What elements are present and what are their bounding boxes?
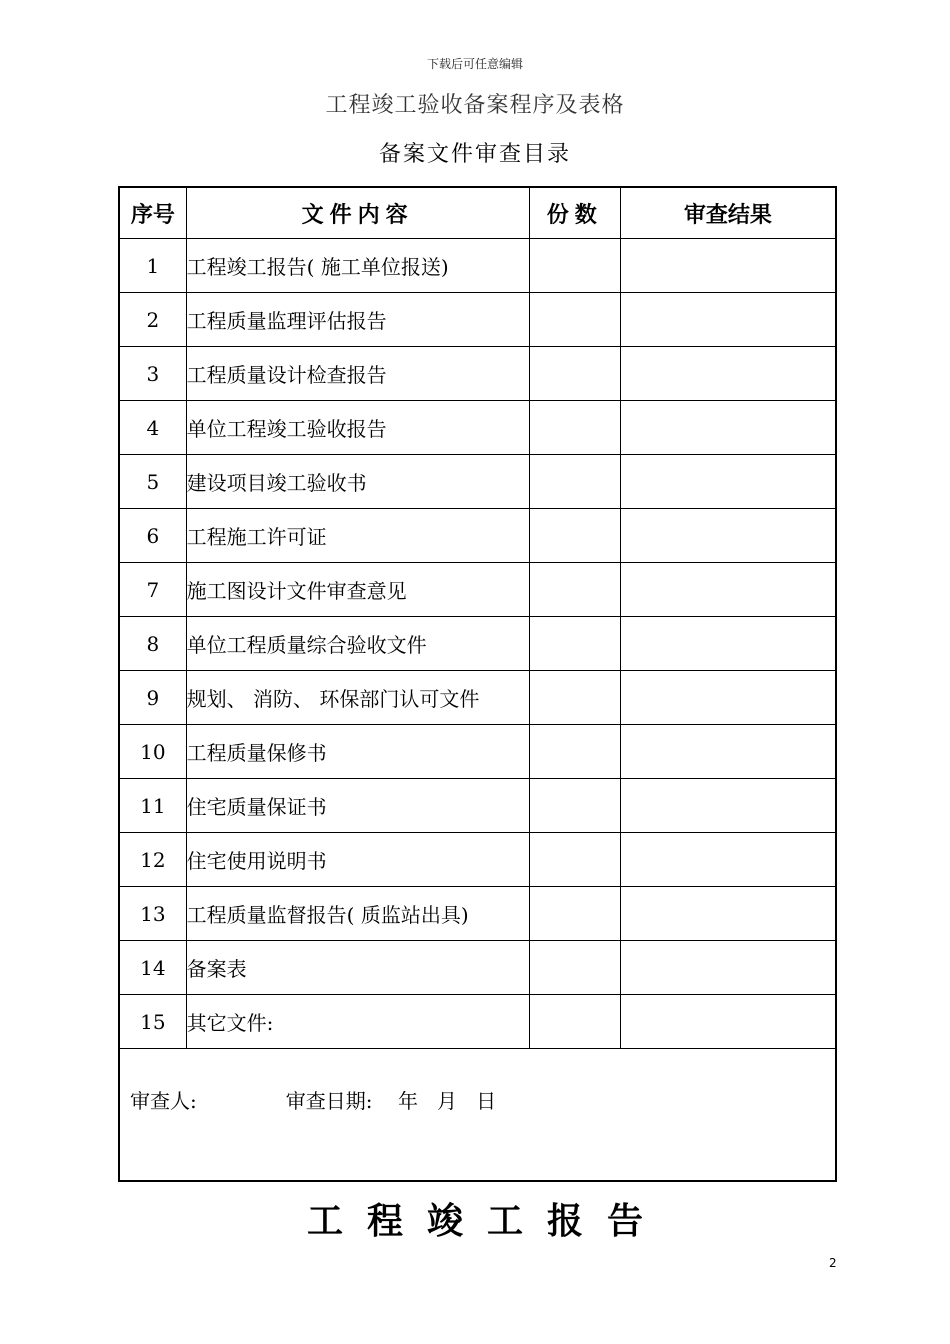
row-document-content: 工程质量监督报告( 质监站出具) (186, 887, 529, 941)
row-number: 7 (119, 563, 186, 617)
row-result-cell (620, 455, 836, 509)
row-document-content: 工程质量监理评估报告 (186, 293, 529, 347)
row-document-content: 施工图设计文件审查意见 (186, 563, 529, 617)
row-number: 1 (119, 239, 186, 293)
row-result-cell (620, 509, 836, 563)
row-copies-cell (529, 941, 620, 995)
header-copies: 份数 (529, 187, 620, 239)
row-document-content: 工程竣工报告( 施工单位报送) (186, 239, 529, 293)
row-document-content: 单位工程竣工验收报告 (186, 401, 529, 455)
table-row (119, 779, 836, 833)
row-copies-cell (529, 725, 620, 779)
row-number: 10 (119, 725, 186, 779)
row-number: 5 (119, 455, 186, 509)
row-document-content: 住宅使用说明书 (186, 833, 529, 887)
row-result-cell (620, 563, 836, 617)
review-footer-row (119, 1049, 836, 1182)
row-result-cell (620, 401, 836, 455)
row-result-cell (620, 725, 836, 779)
row-copies-cell (529, 887, 620, 941)
review-footer-cell (119, 1049, 836, 1182)
review-date-label: 审查日期: (285, 1089, 373, 1113)
row-number: 6 (119, 509, 186, 563)
row-copies-cell (529, 617, 620, 671)
header-no: 序号 (119, 187, 186, 239)
row-number: 11 (119, 779, 186, 833)
row-result-cell (620, 887, 836, 941)
header-content: 文件内容 (186, 187, 529, 239)
row-number: 12 (119, 833, 186, 887)
table-row (119, 239, 836, 293)
row-result-cell (620, 833, 836, 887)
row-document-content: 建设项目竣工验收书 (186, 455, 529, 509)
year-label: 年 (397, 1089, 418, 1113)
row-copies-cell (529, 455, 620, 509)
table-row (119, 347, 836, 401)
table-row (119, 887, 836, 941)
row-number: 14 (119, 941, 186, 995)
row-result-cell (620, 617, 836, 671)
row-copies-cell (529, 293, 620, 347)
row-document-content: 工程施工许可证 (186, 509, 529, 563)
row-document-content: 其它文件: (186, 995, 529, 1049)
row-copies-cell (529, 563, 620, 617)
table-row (119, 563, 836, 617)
row-result-cell (620, 779, 836, 833)
table-header-row (119, 187, 836, 239)
row-document-content: 工程质量保修书 (186, 725, 529, 779)
row-result-cell (620, 293, 836, 347)
report-title: 工程竣工报告 (306, 1201, 667, 1242)
table-row (119, 725, 836, 779)
row-number: 3 (119, 347, 186, 401)
row-copies-cell (529, 779, 620, 833)
table-row (119, 509, 836, 563)
row-result-cell (620, 239, 836, 293)
month-label: 月 (437, 1089, 458, 1113)
row-result-cell (620, 347, 836, 401)
main-title: 工程竣工验收备案程序及表格 (325, 93, 625, 118)
row-result-cell (620, 995, 836, 1049)
row-result-cell (620, 671, 836, 725)
row-number: 13 (119, 887, 186, 941)
row-copies-cell (529, 401, 620, 455)
table-row (119, 941, 836, 995)
row-copies-cell (529, 671, 620, 725)
row-copies-cell (529, 995, 620, 1049)
row-document-content: 工程质量设计检查报告 (186, 347, 529, 401)
row-number: 2 (119, 293, 186, 347)
review-catalog-table (118, 186, 837, 1182)
table-row (119, 401, 836, 455)
row-document-content: 单位工程质量综合验收文件 (186, 617, 529, 671)
row-number: 4 (119, 401, 186, 455)
row-document-content: 住宅质量保证书 (186, 779, 529, 833)
row-document-content: 备案表 (186, 941, 529, 995)
row-number: 9 (119, 671, 186, 725)
row-result-cell (620, 941, 836, 995)
row-copies-cell (529, 833, 620, 887)
header-note: 下载后可任意编辑 (426, 57, 523, 71)
row-document-content: 规划、 消防、 环保部门认可文件 (186, 671, 529, 725)
sub-title: 备案文件审查目录 (378, 142, 571, 167)
table-row (119, 617, 836, 671)
row-copies-cell (529, 509, 620, 563)
row-number: 15 (119, 995, 186, 1049)
day-label: 日 (476, 1089, 497, 1113)
row-copies-cell (529, 347, 620, 401)
table-row (119, 293, 836, 347)
review-signature-line (120, 1085, 835, 1114)
reviewer-label: 审查人: (130, 1089, 197, 1113)
table-row (119, 455, 836, 509)
page-number: 2 (829, 1256, 837, 1270)
row-number: 8 (119, 617, 186, 671)
table-row (119, 995, 836, 1049)
row-copies-cell (529, 239, 620, 293)
table-row (119, 671, 836, 725)
header-result: 审查结果 (620, 187, 836, 239)
table-row (119, 833, 836, 887)
